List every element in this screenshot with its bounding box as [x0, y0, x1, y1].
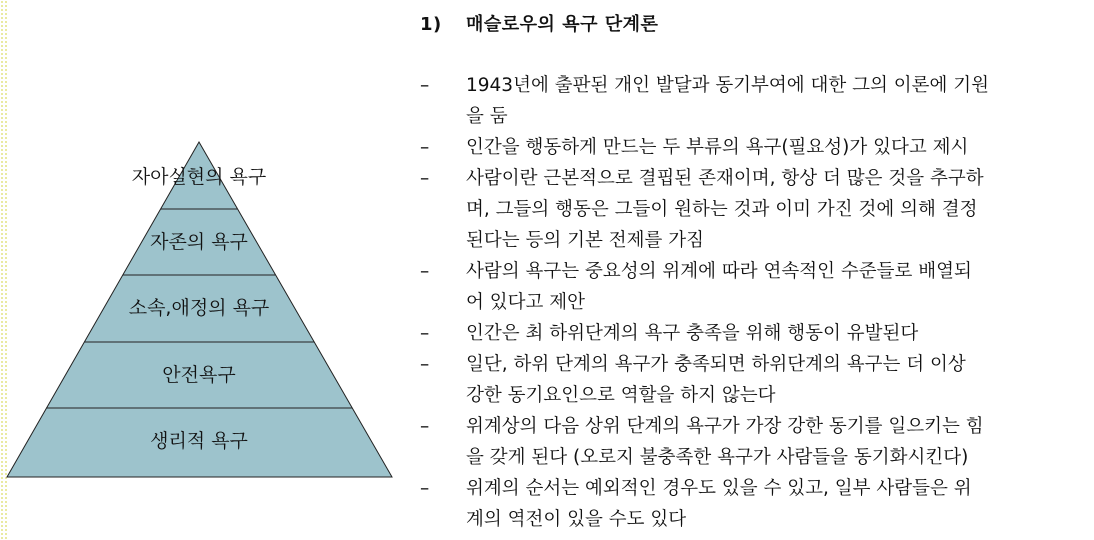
bullet-dash: – [420, 75, 430, 96]
bullet-dash: – [420, 261, 430, 282]
bullet-dash: – [420, 168, 430, 189]
bullet-list [420, 70, 1060, 535]
pyramid-level-label: 안전욕구 [162, 364, 236, 386]
pyramid-level-label: 자존의 욕구 [150, 231, 248, 253]
maslow-pyramid [0, 0, 410, 540]
bullet-item [420, 318, 1060, 349]
bullet-line: 위계의 순서는 예외적인 경우도 있을 수 있고, 일부 사람들은 위 [466, 478, 972, 499]
bullet-line: 을 둠 [466, 106, 508, 127]
section-heading [420, 10, 658, 36]
bullet-line: 계의 역전이 있을 수도 있다 [466, 509, 687, 530]
bullet-item [420, 70, 1060, 132]
bullet-dash: – [420, 478, 430, 499]
bullet-item [420, 256, 1060, 318]
bullet-line: 사람이란 근본적으로 결핍된 존재이며, 항상 더 많은 것을 추구하 [466, 168, 984, 189]
bullet-dash: – [420, 354, 430, 375]
bullet-line: 인간은 최 하위단계의 욕구 충족을 위해 행동이 유발된다 [466, 323, 919, 344]
bullet-text [466, 70, 1060, 132]
heading-title: 매슬로우의 욕구 단계론 [466, 14, 659, 35]
bullet-item [420, 349, 1060, 411]
bullet-text [466, 349, 1060, 411]
bullet-line: 어 있다고 제안 [466, 292, 585, 313]
pyramid-level-label: 자아실현의 욕구 [131, 166, 267, 188]
bullet-line: 사람의 욕구는 중요성의 위계에 따라 연속적인 수준들로 배열되 [466, 261, 972, 282]
heading-number: 1) [420, 14, 442, 35]
bullet-item [420, 132, 1060, 163]
bullet-line: 위계상의 다음 상위 단계의 욕구가 가장 강한 동기를 일으키는 힘 [466, 416, 984, 437]
bullet-text [466, 473, 1060, 535]
bullet-text [466, 256, 1060, 318]
bullet-text [466, 318, 1060, 349]
bullet-dash: – [420, 137, 430, 158]
bullet-dash: – [420, 416, 430, 437]
bullet-item [420, 163, 1060, 256]
bullet-line: 일단, 하위 단계의 욕구가 충족되면 하위단계의 욕구는 더 이상 [466, 354, 966, 375]
bullet-item [420, 473, 1060, 535]
bullet-dash: – [420, 323, 430, 344]
bullet-line: 1943년에 출판된 개인 발달과 동기부여에 대한 그의 이론에 기원 [466, 75, 990, 96]
pyramid-level-label: 소속,애정의 욕구 [128, 297, 270, 319]
bullet-text [466, 411, 1060, 473]
bullet-line: 을 갖게 된다 (오로지 불충족한 욕구가 사람들을 동기화시킨다) [466, 447, 969, 468]
bullet-text [466, 132, 1060, 163]
bullet-line: 인간을 행동하게 만드는 두 부류의 욕구(필요성)가 있다고 제시 [466, 137, 969, 158]
bullet-line: 된다는 등의 기본 전제를 가짐 [466, 230, 704, 251]
bullet-line: 며, 그들의 행동은 그들이 원하는 것과 이미 가진 것에 의해 결정 [466, 199, 978, 220]
bullet-item [420, 411, 1060, 473]
bullet-line: 강한 동기요인으로 역할을 하지 않는다 [466, 385, 776, 406]
pyramid-level-label: 생리적 욕구 [150, 430, 248, 452]
bullet-text [466, 163, 1060, 256]
